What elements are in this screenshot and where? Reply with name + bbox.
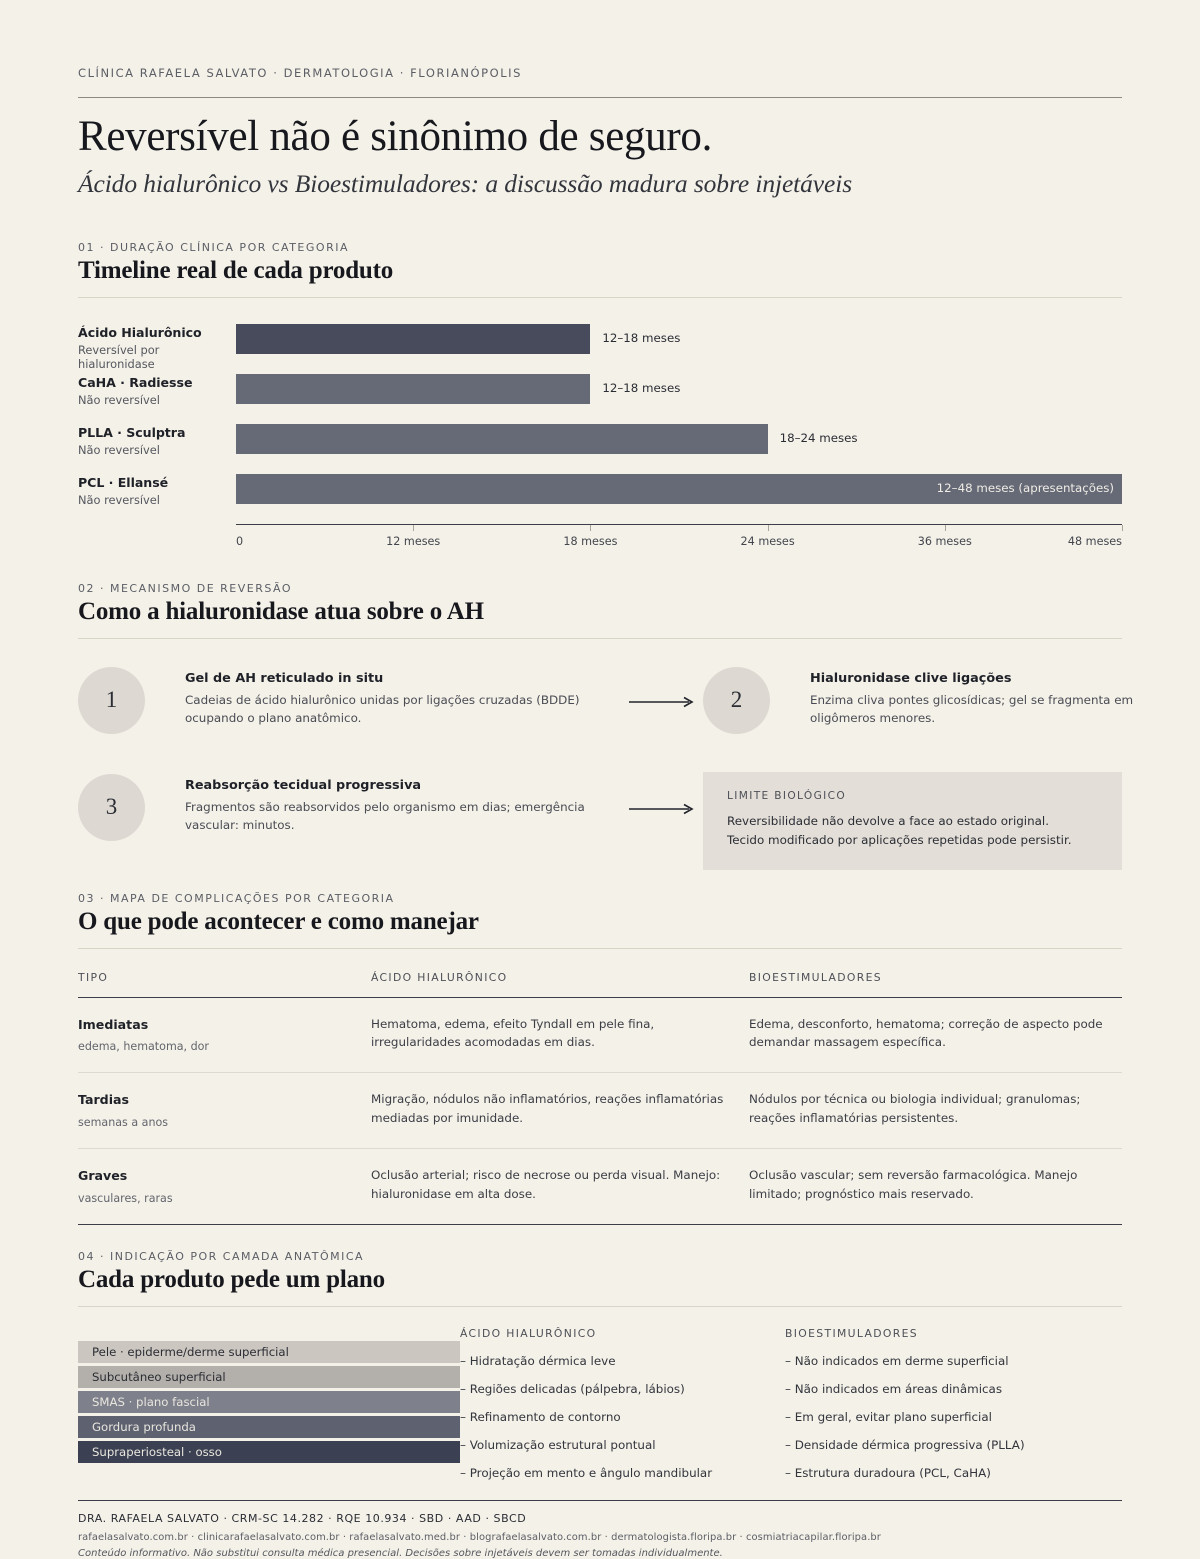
table-row <box>78 1073 1122 1149</box>
axis-tick <box>1122 525 1123 531</box>
table-cell-type <box>78 1073 371 1149</box>
table-cell-ah: Oclusão arterial; risco de necrose ou perda visual. Manejo: hialuronidase em alta dose. <box>371 1149 749 1225</box>
chart-bar-labels <box>78 424 236 457</box>
table-cell-bio: Edema, desconforto, hematoma; correção de aspecto pode demandar massagem específica. <box>749 997 1122 1073</box>
chart-bar <box>236 324 590 354</box>
table-cell-type-sub: edema, hematoma, dor <box>78 1040 209 1054</box>
step-body: Cadeias de ácido hialurônico unidas por ligações cruzadas (BDDE) ocupando o plano anatômico. <box>185 692 580 726</box>
step-body: Enzima cliva pontes glicosídicas; gel se fragmenta em oligômeros menores. <box>810 692 1134 726</box>
table-cell-type-sub: vasculares, raras <box>78 1191 173 1205</box>
chart-bar-subcaption: Reversível por hialuronidase <box>78 342 160 371</box>
layer-list-item: – Não indicados em áreas dinâmicas <box>785 1381 1003 1396</box>
chart-bar-track <box>236 424 1122 454</box>
mechanism-steps <box>78 665 1134 870</box>
step-heading: Gel de AH reticulado in situ <box>185 670 384 686</box>
section-anatomic-layers <box>78 1250 1122 1480</box>
chart-bar-row <box>78 424 1122 474</box>
table-cell-type-label: Imediatas <box>78 1016 149 1032</box>
layer-list-item: – Densidade dérmica progressiva (PLLA) <box>785 1437 1025 1452</box>
biological-limit-callout <box>703 772 1122 870</box>
layers-and-lists <box>78 1327 1122 1480</box>
table-cell-bio: Oclusão vascular; sem reversão farmacológica. Manejo limitado; prognóstico mais reservado. <box>749 1149 1122 1225</box>
step-item-1 <box>78 665 623 734</box>
footer-credentials: DRA. RAFAELA SALVATO · CRM-SC 14.282 · RQE 10.934 · SBD · AAD · SBCD <box>78 1511 527 1525</box>
table-cell-type-label: Tardias <box>78 1092 130 1108</box>
section-mechanism <box>78 581 1134 870</box>
layer-list-bio <box>785 1327 1085 1480</box>
layer-list-item: – Regiões delicadas (pálpebra, lábios) <box>460 1381 685 1396</box>
axis-tick-label: 18 meses <box>563 534 618 548</box>
chart-bar-value-label: 12–18 meses <box>602 380 681 395</box>
axis-tick-label: 36 meses <box>917 534 972 548</box>
chart-bar-row <box>78 324 1122 374</box>
chart-bar-name: Ácido Hialurônico <box>78 324 202 340</box>
layer-list-item: – Não indicados em derme superficial <box>785 1353 1009 1368</box>
axis-tick-label: 48 meses <box>1067 534 1122 548</box>
step-number-badge: 3 <box>78 774 145 841</box>
layer-list-item: – Projeção em mento e ângulo mandibular <box>460 1465 713 1480</box>
section-4-title: Cada produto pede um plano <box>78 1265 385 1293</box>
callout-line-2: Tecido modificado por aplicações repetidas pode persistir. <box>727 832 1072 847</box>
mechanism-row-bottom <box>78 772 1122 870</box>
page-title: Reversível não é sinônimo de seguro. <box>78 113 713 160</box>
chart-bar-subcaption: Não reversível <box>78 492 160 507</box>
step-heading: Reabsorção tecidual progressiva <box>185 777 422 793</box>
section-3-kicker: 03 · MAPA DE COMPLICAÇÕES POR CATEGORIA <box>78 891 395 905</box>
callout-line-1: Reversibilidade não devolve a face ao estado original. <box>727 813 1050 828</box>
chart-bar-row <box>78 374 1122 424</box>
chart-bar-track <box>236 474 1122 504</box>
axis-tick-label: 12 meses <box>386 534 441 548</box>
table-cell-ah: Hematoma, edema, efeito Tyndall em pele fina, irregularidades acomodadas em dias. <box>371 997 749 1073</box>
chart-bar-labels <box>78 474 236 507</box>
table-header-row <box>78 971 1122 998</box>
step-item-3 <box>78 772 623 841</box>
chart-bar-name: PLLA · Sculptra <box>78 424 186 440</box>
step-body: Fragmentos são reabsorvidos pelo organismo em dias; emergência vascular: minutos. <box>185 799 585 833</box>
footer-disclaimer: Conteúdo informativo. Não substitui consulta médica presencial. Decisões sobre injetáveis devem ser tomadas individualmente. <box>78 1547 723 1559</box>
arrow-right-icon <box>623 772 703 816</box>
layer-list-ah <box>460 1327 785 1480</box>
page-subtitle: Ácido hialurônico vs Bioestimuladores: a discussão madura sobre injetáveis <box>78 168 853 198</box>
step-item-2 <box>703 665 1173 734</box>
chart-bar-labels <box>78 374 236 407</box>
table-header-tipo: TIPO <box>78 971 371 998</box>
footer-sites: rafaelasalvato.com.br · clinicarafaelasalvato.com.br · rafaelasalvato.med.br · blografaelasalvato.com.br · dermatologista.floripa.br · cosmiatriacapilar.floripa.br <box>78 1531 881 1543</box>
chart-bar-name: PCL · Ellansé <box>78 474 169 490</box>
chart-rows <box>78 324 1122 524</box>
section-2-divider <box>78 638 1122 639</box>
section-3-divider <box>78 948 1122 949</box>
table-cell-type-label: Graves <box>78 1168 128 1184</box>
section-1-title: Timeline real de cada produto <box>78 256 394 284</box>
layer-list-item: – Em geral, evitar plano superficial <box>785 1409 992 1424</box>
layer-list-item: – Estrutura duradoura (PCL, CaHA) <box>785 1465 991 1480</box>
table-cell-ah: Migração, nódulos não inflamatórios, reações inflamatórias mediadas por imunidade. <box>371 1073 749 1149</box>
layer-list-item: – Hidratação dérmica leve <box>460 1353 616 1368</box>
arrow-right-icon <box>623 665 703 709</box>
anatomic-layer-bar: Subcutâneo superficial <box>78 1366 460 1388</box>
axis-tick-label: 24 meses <box>740 534 795 548</box>
table-cell-bio: Nódulos por técnica ou biologia individual; granulomas; reações inflamatórias persistentes. <box>749 1073 1122 1149</box>
table-cell-type-sub: semanas a anos <box>78 1115 169 1129</box>
anatomic-layer-bar: Supraperiosteal · osso <box>78 1441 460 1463</box>
chart-bar-subcaption: Não reversível <box>78 392 160 407</box>
duration-bar-chart <box>78 324 1122 556</box>
chart-bar-value-label: 18–24 meses <box>779 430 858 445</box>
chart-bar-value-label: 12–48 meses (apresentações) <box>936 480 1114 495</box>
section-1-kicker: 01 · DURAÇÃO CLÍNICA POR CATEGORIA <box>78 240 349 254</box>
axis-tick <box>413 525 414 531</box>
anatomic-layer-bar: Pele · epiderme/derme superficial <box>78 1341 460 1363</box>
axis-tick <box>945 525 946 531</box>
anatomic-layer-bar: Gordura profunda <box>78 1416 460 1438</box>
chart-bar <box>236 374 590 404</box>
chart-bar-value-label: 12–18 meses <box>602 330 681 345</box>
step-number-badge: 1 <box>78 667 145 734</box>
table-cell-type <box>78 997 371 1073</box>
axis-tick <box>768 525 769 531</box>
anatomic-layer-stack <box>78 1327 460 1480</box>
section-4-kicker: 04 · INDICAÇÃO POR CAMADA ANATÔMICA <box>78 1249 365 1263</box>
chart-bar-labels <box>78 324 236 371</box>
table-header-bio: BIOESTIMULADORES <box>749 971 1122 998</box>
chart-bar-row <box>78 474 1122 524</box>
step-heading: Hialuronidase clive ligações <box>810 670 1012 686</box>
callout-kicker: LIMITE BIOLÓGICO <box>727 789 847 802</box>
section-3-title: O que pode acontecer e como manejar <box>78 907 479 935</box>
callout-body <box>727 812 1098 850</box>
chart-bar-name: CaHA · Radiesse <box>78 374 193 390</box>
table-cell-type <box>78 1149 371 1225</box>
section-timeline <box>78 241 1122 556</box>
clinic-eyebrow: CLÍNICA RAFAELA SALVATO · DERMATOLOGIA · FLORIANÓPOLIS <box>78 66 522 80</box>
section-4-divider <box>78 1306 1122 1307</box>
section-complications <box>78 892 1122 1225</box>
table-row <box>78 1149 1122 1225</box>
chart-x-axis <box>236 524 1122 556</box>
chart-bar-track <box>236 374 1122 404</box>
layer-list-heading: ÁCIDO HIALURÔNICO <box>460 1326 597 1340</box>
table-row <box>78 997 1122 1073</box>
step-number-badge: 2 <box>703 667 770 734</box>
chart-bar <box>236 424 768 454</box>
layer-list-item: – Refinamento de contorno <box>460 1409 621 1424</box>
layer-list-item: – Volumização estrutural pontual <box>460 1437 656 1452</box>
chart-bar-subcaption: Não reversível <box>78 442 160 457</box>
section-2-kicker: 02 · MECANISMO DE REVERSÃO <box>78 581 293 595</box>
header-divider <box>78 97 1122 98</box>
table-header-ah: ÁCIDO HIALURÔNICO <box>371 971 749 998</box>
complications-table <box>78 971 1122 1225</box>
section-2-title: Como a hialuronidase atua sobre o AH <box>78 597 484 625</box>
section-1-divider <box>78 297 1122 298</box>
axis-tick-label: 0 <box>236 534 244 548</box>
mechanism-row-top <box>78 665 1134 734</box>
chart-bar-track <box>236 324 1122 354</box>
anatomic-layer-bar: SMAS · plano fascial <box>78 1391 460 1413</box>
axis-tick <box>590 525 591 531</box>
layer-list-heading: BIOESTIMULADORES <box>785 1326 919 1340</box>
